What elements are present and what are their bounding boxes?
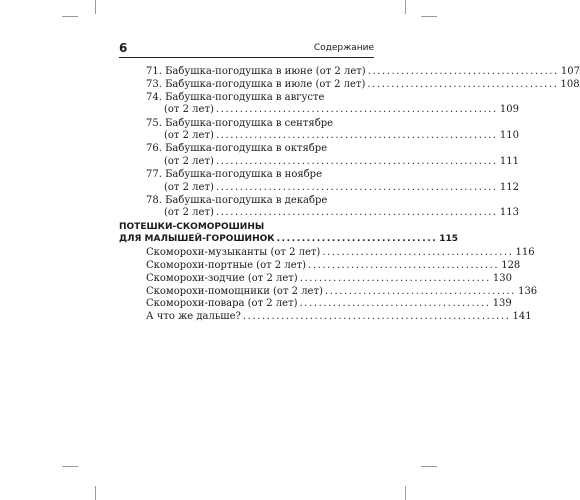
toc-entry[interactable] [164, 181, 519, 195]
toc-entry-page: 111 [499, 156, 519, 167]
dot-leader: ........................................................... [215, 207, 498, 218]
toc-entry-page: 110 [499, 130, 519, 141]
toc-entry-title: 71. Бабушка-погодушка в июне (от 2 лет) [146, 66, 366, 77]
toc-entry[interactable] [146, 259, 521, 273]
toc-entry-page: 107 [560, 66, 580, 77]
toc-entry-continuation: (от 2 лет) [164, 130, 214, 141]
toc-entry[interactable] [146, 78, 580, 92]
dot-leader: ........................................ [308, 260, 500, 271]
dot-leader: ................................ [276, 234, 438, 244]
toc-entry-page: 116 [515, 247, 535, 258]
toc-entry-page: 112 [499, 182, 519, 193]
toc-entry[interactable] [164, 206, 519, 220]
running-head: Содержание [313, 43, 374, 53]
toc-entry[interactable] [146, 65, 580, 79]
toc-entry-title: Скоморохи-помощники (от 2 лет) [146, 286, 323, 297]
toc-entry-continuation: (от 2 лет) [164, 182, 214, 193]
toc-entry-continuation: (от 2 лет) [164, 104, 214, 115]
toc-entry[interactable] [164, 103, 519, 117]
toc-entry-title: Скоморохи-зодчие (от 2 лет) [146, 273, 298, 284]
toc-entry-title: Скоморохи-повара (от 2 лет) [146, 298, 298, 309]
toc-entry[interactable] [146, 272, 512, 286]
dot-leader: ........................................................... [215, 182, 498, 193]
dot-leader: ........................................................... [215, 156, 498, 167]
dot-leader: ........................................ [324, 286, 517, 297]
section-page: 115 [439, 234, 459, 244]
toc-entry-page: 108 [560, 79, 580, 90]
dot-leader: ........................................................... [215, 104, 498, 115]
toc-entry[interactable] [164, 155, 519, 169]
toc-entry[interactable] [146, 246, 535, 260]
toc-entry-title-line[interactable] [146, 142, 372, 156]
page-number: 6 [119, 41, 128, 55]
toc-entry-title-line[interactable] [146, 168, 372, 182]
dot-leader: ........................................ [299, 298, 491, 309]
toc-entry[interactable] [146, 297, 512, 311]
dot-leader: ........................................................... [215, 130, 498, 141]
toc-entry-page: 109 [499, 104, 519, 115]
toc-entry-page: 139 [492, 298, 512, 309]
toc-entry-title: 76. Бабушка-погодушка в октябре [146, 143, 328, 154]
toc-entry-continuation: (от 2 лет) [164, 156, 214, 167]
toc-entry[interactable] [146, 310, 532, 324]
toc-entry-title: 75. Бабушка-погодушка в сентябре [146, 118, 334, 129]
toc-entry-page: 113 [499, 207, 519, 218]
toc-entry-title: А что же дальше? [146, 311, 241, 322]
section-heading[interactable] [119, 232, 459, 246]
toc-entry-title: 74. Бабушка-погодушка в августе [146, 92, 325, 103]
toc-entry-page: 136 [518, 286, 538, 297]
toc-entry[interactable] [164, 129, 519, 143]
toc-entry-title: Скоморохи-музыканты (от 2 лет) [146, 247, 321, 258]
toc-entry-title: 73. Бабушка-погодушка в июле (от 2 лет) [146, 79, 366, 90]
toc-entry-title: 78. Бабушка-погодушка в декабре [146, 195, 328, 206]
dot-leader: ........................................ [322, 247, 514, 258]
toc-entry-page: 130 [492, 273, 512, 284]
toc-entry-page: 141 [512, 311, 532, 322]
dot-leader: ........................................................ [242, 311, 511, 322]
toc-entry-page: 128 [501, 260, 521, 271]
toc-entry-title: Скоморохи-портные (от 2 лет) [146, 260, 307, 271]
toc-entry-continuation: (от 2 лет) [164, 207, 214, 218]
section-title-line2: ДЛЯ МАЛЫШЕЙ-ГОРОШИНОК [119, 234, 275, 244]
section-title-line1: ПОТЕШКИ-СКОМОРОШИНЫ [119, 222, 265, 232]
dot-leader: ........................................ [367, 79, 559, 90]
dot-leader: ........................................ [299, 273, 491, 284]
dot-leader: ........................................ [367, 66, 559, 77]
toc-entry-title: 77. Бабушка-погодушка в ноябре [146, 169, 323, 180]
